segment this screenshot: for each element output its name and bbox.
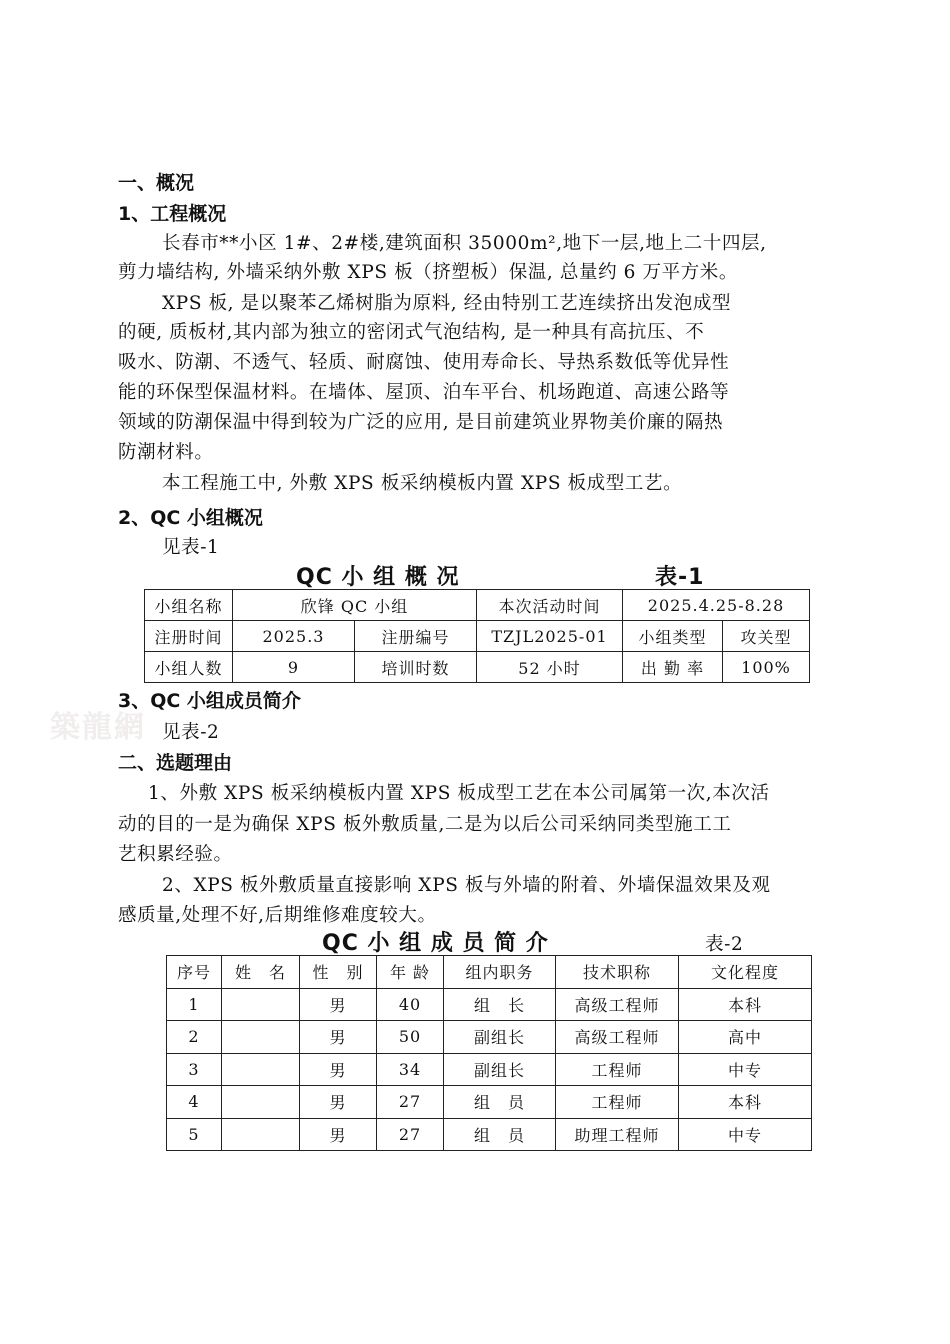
table-row: [167, 1118, 812, 1151]
table-cell: 小组类型: [623, 621, 723, 652]
table-cell: 9: [233, 652, 355, 683]
table-cell: 男: [300, 988, 377, 1021]
table-row: [145, 652, 810, 683]
column-header: 年 龄: [377, 956, 444, 989]
section-heading-overview: 一、概况: [118, 172, 195, 194]
table-cell: 工程师: [556, 1053, 679, 1086]
column-header: 性 别: [300, 956, 377, 989]
table-cell: 培训时数: [355, 652, 477, 683]
table-cell: 50: [377, 1021, 444, 1054]
column-header: 组内职务: [444, 956, 556, 989]
table-row: [145, 590, 810, 621]
table-cell: 1: [167, 988, 222, 1021]
table-row: [167, 1021, 812, 1054]
table-cell: 本次活动时间: [477, 590, 623, 621]
table-cell: 出 勤 率: [623, 652, 723, 683]
reason2-line2: 感质量,处理不好,后期维修难度较大。: [118, 905, 437, 926]
table-cell: 攻关型: [723, 621, 810, 652]
table-row: [167, 1086, 812, 1119]
table-cell: 52 小时: [477, 652, 623, 683]
reason1-line2: 动的目的一是为确保 XPS 板外敷质量,二是为以后公司采纳同类型施工工: [118, 814, 732, 835]
table-cell: 5: [167, 1118, 222, 1151]
table-cell: TZJL2025-01: [477, 621, 623, 652]
table-cell: 100%: [723, 652, 810, 683]
table-cell: 工程师: [556, 1086, 679, 1119]
table-cell: 助理工程师: [556, 1118, 679, 1151]
reason1-line3: 艺积累经验。: [118, 844, 233, 865]
subheading-project-overview: 1、工程概况: [118, 203, 227, 225]
table-cell: 2025.4.25-8.28: [623, 590, 810, 621]
table-cell: 注册编号: [355, 621, 477, 652]
table-cell: 27: [377, 1118, 444, 1151]
para2-line4: 能的环保型保温材料。在墙体、屋顶、泊车平台、机场跑道、高速公路等: [118, 382, 730, 403]
column-header: 序号: [167, 956, 222, 989]
table-cell: [222, 988, 300, 1021]
table-cell: 组 员: [444, 1118, 556, 1151]
para1-line2: 剪力墙结构, 外墙采纳外敷 XPS 板（挤塑板）保温, 总量约 6 万平方米。: [118, 262, 739, 283]
table-cell: 注册时间: [145, 621, 233, 652]
qc-group-overview-table: [144, 589, 810, 683]
table-cell: 男: [300, 1053, 377, 1086]
table-cell: 27: [377, 1086, 444, 1119]
table-cell: 本科: [679, 1086, 812, 1119]
para1-line1: 长春市**小区 1#、2#楼,建筑面积 35000m²,地下一层,地上二十四层,: [162, 233, 767, 254]
table-cell: 小组名称: [145, 590, 233, 621]
column-header: 文化程度: [679, 956, 812, 989]
table-cell: [222, 1086, 300, 1119]
table-cell: 34: [377, 1053, 444, 1086]
table-row: [167, 988, 812, 1021]
table-cell: 组 长: [444, 988, 556, 1021]
table-row: [167, 1053, 812, 1086]
table-cell: 3: [167, 1053, 222, 1086]
table-cell: 男: [300, 1118, 377, 1151]
para2-line3: 吸水、防潮、不透气、轻质、耐腐蚀、使用寿命长、导热系数低等优异性: [118, 352, 730, 373]
table-cell: 本科: [679, 988, 812, 1021]
subheading-qc-group-overview: 2、QC 小组概况: [118, 507, 263, 529]
column-header: 姓 名: [222, 956, 300, 989]
table1-title: QC 小 组 概 况: [296, 565, 460, 590]
table-cell: 高中: [679, 1021, 812, 1054]
table2-label: 表-2: [705, 934, 744, 955]
para2-line5: 领域的防潮保温中得到较为广泛的应用, 是目前建筑业界物美价廉的隔热: [118, 412, 724, 433]
table-cell: 小组人数: [145, 652, 233, 683]
table-cell: [222, 1053, 300, 1086]
watermark-logo: 築龍網: [50, 710, 146, 745]
table-cell: 2025.3: [233, 621, 355, 652]
reason2-line1: 2、XPS 板外敷质量直接影响 XPS 板与外墙的附着、外墙保温效果及观: [162, 875, 771, 896]
para2-line1: XPS 板, 是以聚苯乙烯树脂为原料, 经由特别工艺连续挤出发泡成型: [162, 293, 732, 314]
section-heading-topic-reason: 二、选题理由: [118, 752, 233, 774]
table2-title: QC 小 组 成 员 简 介: [322, 931, 549, 956]
column-header: 技术职称: [556, 956, 679, 989]
table-header-row: [167, 956, 812, 989]
table-cell: 高级工程师: [556, 988, 679, 1021]
table-cell: 男: [300, 1086, 377, 1119]
table-cell: 男: [300, 1021, 377, 1054]
qc-members-table: [166, 955, 812, 1151]
subheading-qc-members: 3、QC 小组成员简介: [118, 690, 301, 712]
reason1-line1: 1、外敷 XPS 板采纳模板内置 XPS 板成型工艺在本公司属第一次,本次活: [148, 783, 770, 804]
para3: 本工程施工中, 外敷 XPS 板采纳模板内置 XPS 板成型工艺。: [162, 473, 683, 494]
table-cell: 高级工程师: [556, 1021, 679, 1054]
table-cell: 中专: [679, 1053, 812, 1086]
see-table-2: 见表-2: [162, 722, 220, 743]
table1-label: 表-1: [655, 565, 705, 590]
table-cell: 副组长: [444, 1053, 556, 1086]
table-cell: 组 员: [444, 1086, 556, 1119]
see-table-1: 见表-1: [162, 537, 220, 558]
table-cell: [222, 1118, 300, 1151]
table-row: [145, 621, 810, 652]
table-cell: 副组长: [444, 1021, 556, 1054]
table-cell: 欣锋 QC 小组: [233, 590, 477, 621]
table-cell: 4: [167, 1086, 222, 1119]
table-cell: [222, 1021, 300, 1054]
para2-line2: 的硬, 质板材,其内部为独立的密闭式气泡结构, 是一种具有高抗压、不: [118, 322, 705, 343]
table-cell: 中专: [679, 1118, 812, 1151]
table-cell: 2: [167, 1021, 222, 1054]
para2-line6: 防潮材料。: [118, 442, 214, 463]
table-cell: 40: [377, 988, 444, 1021]
